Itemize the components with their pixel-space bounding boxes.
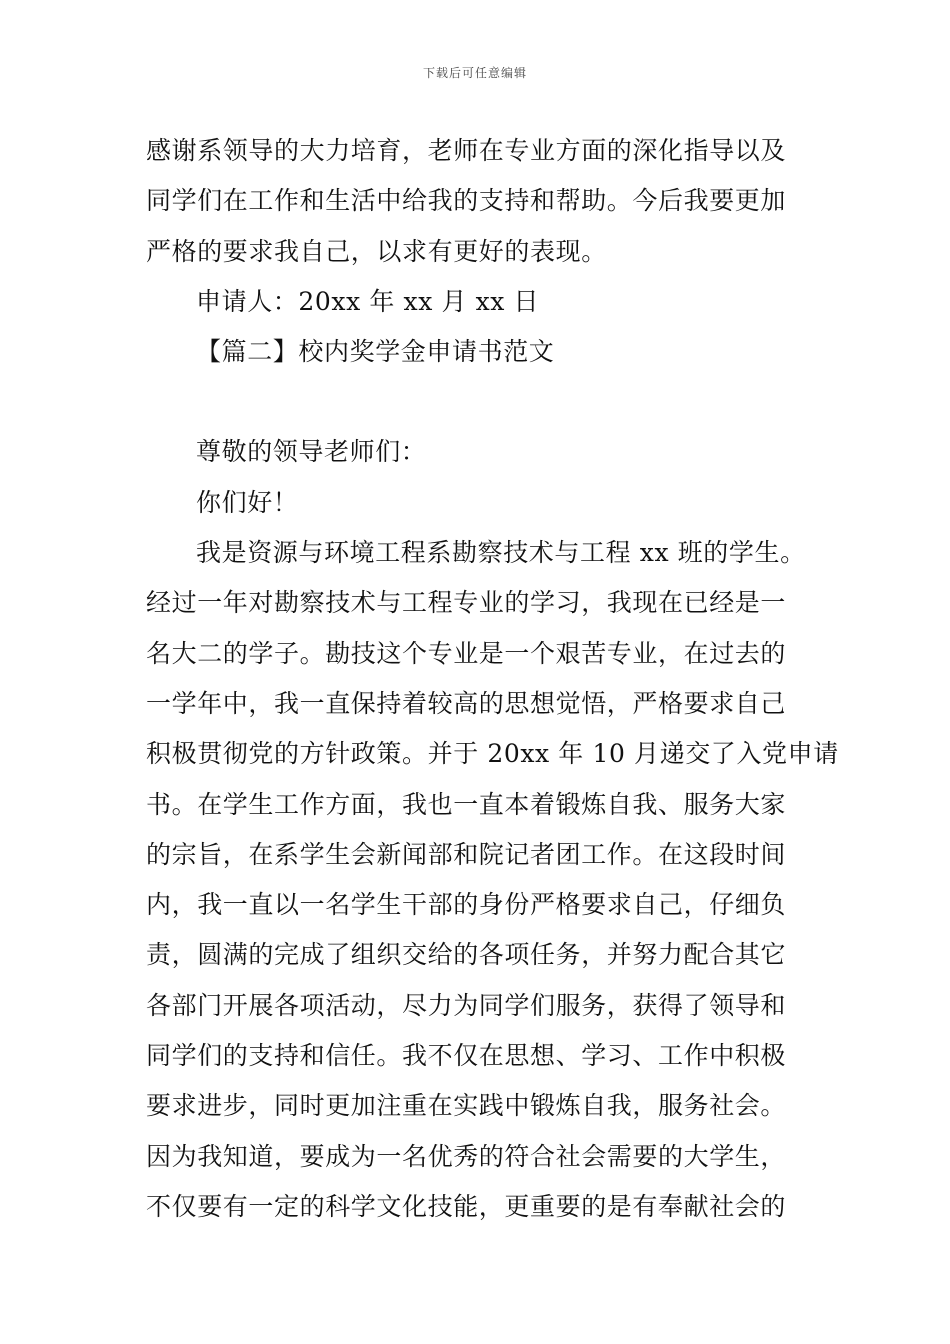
paragraph-line: 书。在学生工作方面，我也一直本着锻炼自我、服务大家 <box>146 789 787 819</box>
paragraph-line: 不仅要有一定的科学文化技能，更重要的是有奉献社会的 <box>146 1191 787 1221</box>
paragraph-line: 同学们在工作和生活中给我的支持和帮助。今后我要更加 <box>146 186 787 216</box>
greeting: 你们好！ <box>196 487 299 517</box>
paragraph-line: 同学们的支持和信任。我不仅在思想、学习、工作中积极 <box>146 1041 787 1071</box>
paragraph-line: 名大二的学子。勘技这个专业是一个艰苦专业，在过去的 <box>146 638 787 668</box>
paragraph-line: 经过一年对勘察技术与工程专业的学习，我现在已经是一 <box>146 588 787 618</box>
paragraph-line: 我是资源与环境工程系勘察技术与工程 xx 班的学生。 <box>196 538 806 568</box>
page-header: 下载后可任意编辑 <box>422 66 527 80</box>
paragraph-line: 感谢系领导的大力培育，老师在专业方面的深化指导以及 <box>146 136 787 165</box>
paragraph-line: 一学年中，我一直保持着较高的思想觉悟，严格要求自己 <box>146 688 787 718</box>
paragraph-line: 积极贯彻党的方针政策。并于 20xx 年 10 月递交了入党申请 <box>146 739 839 769</box>
document-body <box>146 126 839 1232</box>
paragraph-line: 严格的要求我自己，以求有更好的表现。 <box>146 236 607 266</box>
paragraph-line: 内，我一直以一名学生干部的身份严格要求自己，仔细负 <box>146 890 787 920</box>
paragraph-line: 要求进步，同时更加注重在实践中锻炼自我，服务社会。 <box>146 1091 787 1121</box>
blank-line <box>146 377 810 427</box>
paragraph-line: 的宗旨，在系学生会新闻部和院记者团工作。在这段时间 <box>146 839 787 869</box>
signature-line: 申请人：20xx 年 xx 月 xx 日 <box>196 286 540 316</box>
paragraph-line: 责，圆满的完成了组织交给的各项任务，并努力配合其它 <box>146 940 787 970</box>
section-title: 【篇二】校内奖学金申请书范文 <box>196 337 555 367</box>
salutation: 尊敬的领导老师们： <box>196 437 427 467</box>
paragraph-line: 因为我知道，要成为一名优秀的符合社会需要的大学生， <box>146 1141 787 1171</box>
paragraph-line: 各部门开展各项活动，尽力为同学们服务，获得了领导和 <box>146 990 787 1020</box>
